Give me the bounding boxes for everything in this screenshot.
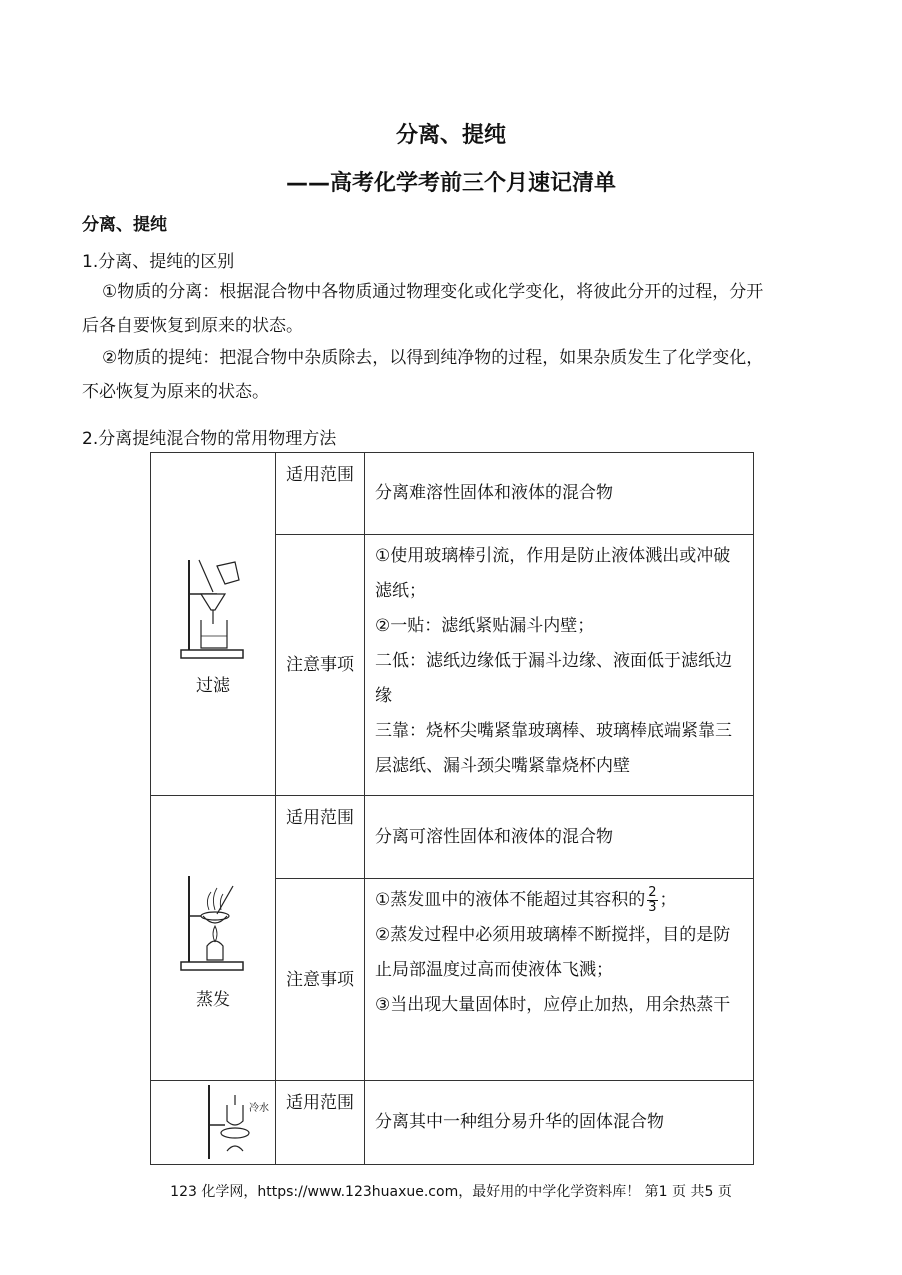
- filter-note-2: ②一贴：滤纸紧贴漏斗内壁；: [375, 616, 595, 636]
- point-1-item-2-line-2: 不必恢复为原来的状态。: [82, 382, 269, 402]
- fraction-numerator: 2: [648, 884, 657, 900]
- page-footer: 123 化学网，https://www.123huaxue.com，最好用的中学化学资料库！ 第1 页 共5 页: [170, 1184, 732, 1200]
- evaporate-scope-label: 适用范围: [276, 796, 365, 879]
- evaporate-note-1-suffix: ；: [659, 890, 677, 910]
- fraction-denominator: 3: [648, 899, 657, 915]
- point-1-heading: 1.分离、提纯的区别: [82, 252, 235, 272]
- evaporation-apparatus-icon: [173, 866, 253, 976]
- sublime-method-cell: [151, 1081, 276, 1165]
- filter-notes-label: 注意事项: [276, 535, 365, 796]
- point-1-item-2: [82, 341, 822, 409]
- evaporate-notes-label: 注意事项: [276, 879, 365, 1081]
- evaporate-note-2: ②蒸发过程中必须用玻璃棒不断搅拌，目的是防止局部温度过高而使液体飞溅；: [375, 925, 731, 980]
- evaporate-scope: 分离可溶性固体和液体的混合物: [365, 796, 754, 879]
- two-thirds-fraction: [647, 886, 657, 915]
- filter-method-name: 过滤: [196, 676, 230, 696]
- sublime-scope-label: 适用范围: [276, 1081, 365, 1165]
- point-1-item-1: [82, 275, 822, 343]
- point-1-item-1-line-2: 后各自要恢复到原来的状态。: [82, 316, 303, 336]
- filter-method-cell: [151, 453, 276, 796]
- page-subtitle: ——高考化学考前三个月速记清单: [285, 171, 616, 196]
- evaporate-notes: [365, 879, 754, 1081]
- sublimation-apparatus-icon: [173, 1081, 269, 1159]
- evaporate-note-3: ③当出现大量固体时，应停止加热，用余热蒸干: [375, 995, 731, 1015]
- filter-note-4: 三靠：烧杯尖嘴紧靠玻璃棒、玻璃棒底端紧靠三层滤纸、漏斗颈尖嘴紧靠烧杯内壁: [375, 721, 732, 776]
- filter-note-1: ①使用玻璃棒引流，作用是防止液体溅出或冲破滤纸；: [375, 546, 731, 601]
- cold-water-label: 冷水: [249, 1103, 269, 1114]
- point-1-item-2-line-1: ②物质的提纯：把混合物中杂质除去，以得到纯净物的过程，如果杂质发生了化学变化，: [102, 348, 764, 368]
- methods-table: [150, 452, 754, 1165]
- page-title: 分离、提纯: [395, 123, 506, 148]
- point-1-item-1-line-1: ①物质的分离：根据混合物中各物质通过物理变化或化学变化，将彼此分开的过程，分开: [102, 282, 764, 302]
- filter-notes: [365, 535, 754, 796]
- section-heading: 分离、提纯: [82, 215, 167, 235]
- filter-note-3: 二低：滤纸边缘低于漏斗边缘、液面低于滤纸边缘: [375, 651, 732, 706]
- filtration-apparatus-icon: [173, 552, 253, 662]
- evaporate-method-name: 蒸发: [196, 990, 230, 1010]
- evaporate-note-1: [375, 883, 743, 918]
- sublime-scope: 分离其中一种组分易升华的固体混合物: [365, 1081, 754, 1165]
- filter-scope-label: 适用范围: [276, 453, 365, 535]
- evaporate-method-cell: [151, 796, 276, 1081]
- evaporate-note-1-text: ①蒸发皿中的液体不能超过其容积的: [375, 890, 646, 910]
- point-2-heading: 2.分离提纯混合物的常用物理方法: [82, 429, 337, 449]
- filter-scope: 分离难溶性固体和液体的混合物: [365, 453, 754, 535]
